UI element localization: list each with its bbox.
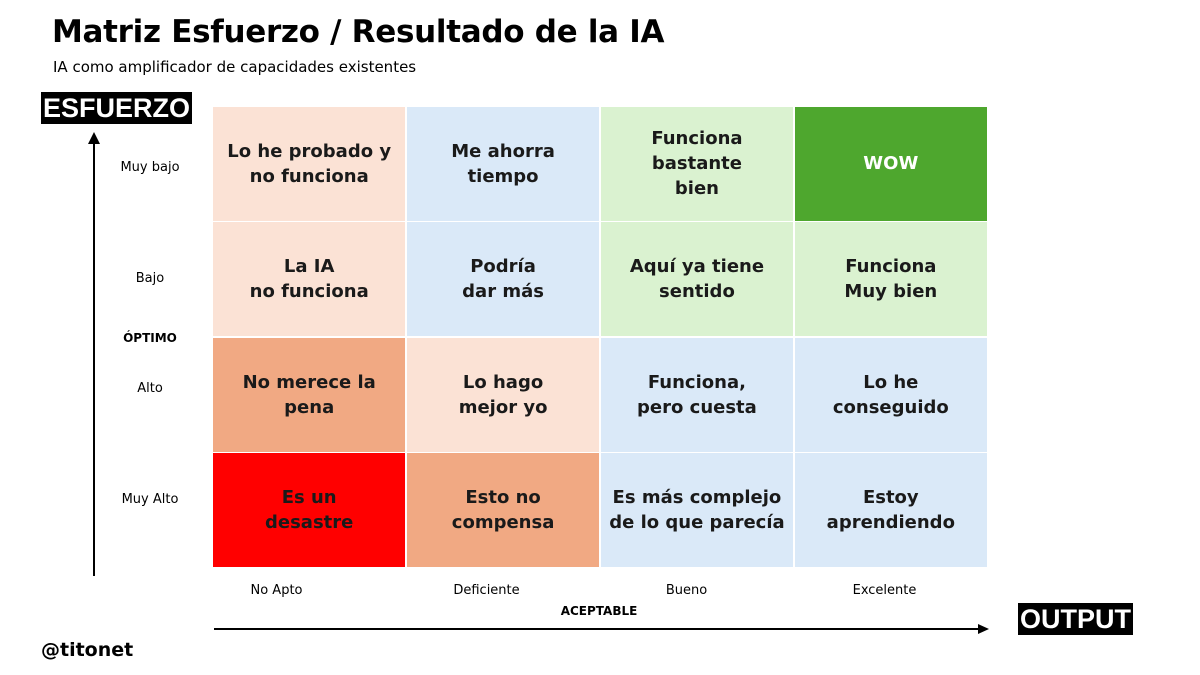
col-label-deficiente: Deficiente [453,583,520,598]
x-axis-line [214,628,980,630]
matrix-cell: No merece la pena [213,338,405,452]
y-axis-arrowhead [88,132,100,144]
matrix-cell: Funciona, pero cuesta [601,338,793,452]
matrix-cell: Aquí ya tiene sentido [601,222,793,336]
matrix-cell: Lo hago mejor yo [407,338,599,452]
matrix-cell: Es más complejo de lo que parecía [601,453,793,567]
matrix-cell: La IA no funciona [213,222,405,336]
matrix-cell: Podría dar más [407,222,599,336]
row-label-alto: Alto [137,381,163,396]
author-handle: @titonet [41,639,134,661]
matrix-cell: Funciona bastante bien [601,107,793,221]
x-axis-badge: OUTPUT [1020,604,1131,634]
row-label-muy-bajo: Muy bajo [120,160,180,175]
matrix-cell: WOW [795,107,987,221]
matrix-cell: Me ahorra tiempo [407,107,599,221]
matrix-cell: Funciona Muy bien [795,222,987,336]
y-axis-badge: ESFUERZO [43,93,191,123]
x-axis-arrowhead [978,624,989,634]
y-axis-line [93,142,95,576]
col-label-no-apto: No Apto [250,583,303,598]
page-subtitle: IA como amplificador de capacidades existentes [53,58,417,76]
col-label-bueno: Bueno [665,583,708,598]
matrix-cell: Lo he conseguido [795,338,987,452]
aceptable-label: ACEPTABLE [560,604,638,618]
row-label-muy-alto: Muy Alto [121,492,179,507]
row-label-bajo: Bajo [135,271,165,286]
matrix-cell: Estoy aprendiendo [795,453,987,567]
matrix-cell: Lo he probado y no funciona [213,107,405,221]
matrix-cell: Esto no compensa [407,453,599,567]
row-label-optimo: ÓPTIMO [123,331,177,345]
page-title: Matriz Esfuerzo / Resultado de la IA [52,14,665,50]
effort-output-matrix [213,107,987,567]
matrix-cell: Es un desastre [213,453,405,567]
col-label-excelente: Excelente [852,583,917,598]
